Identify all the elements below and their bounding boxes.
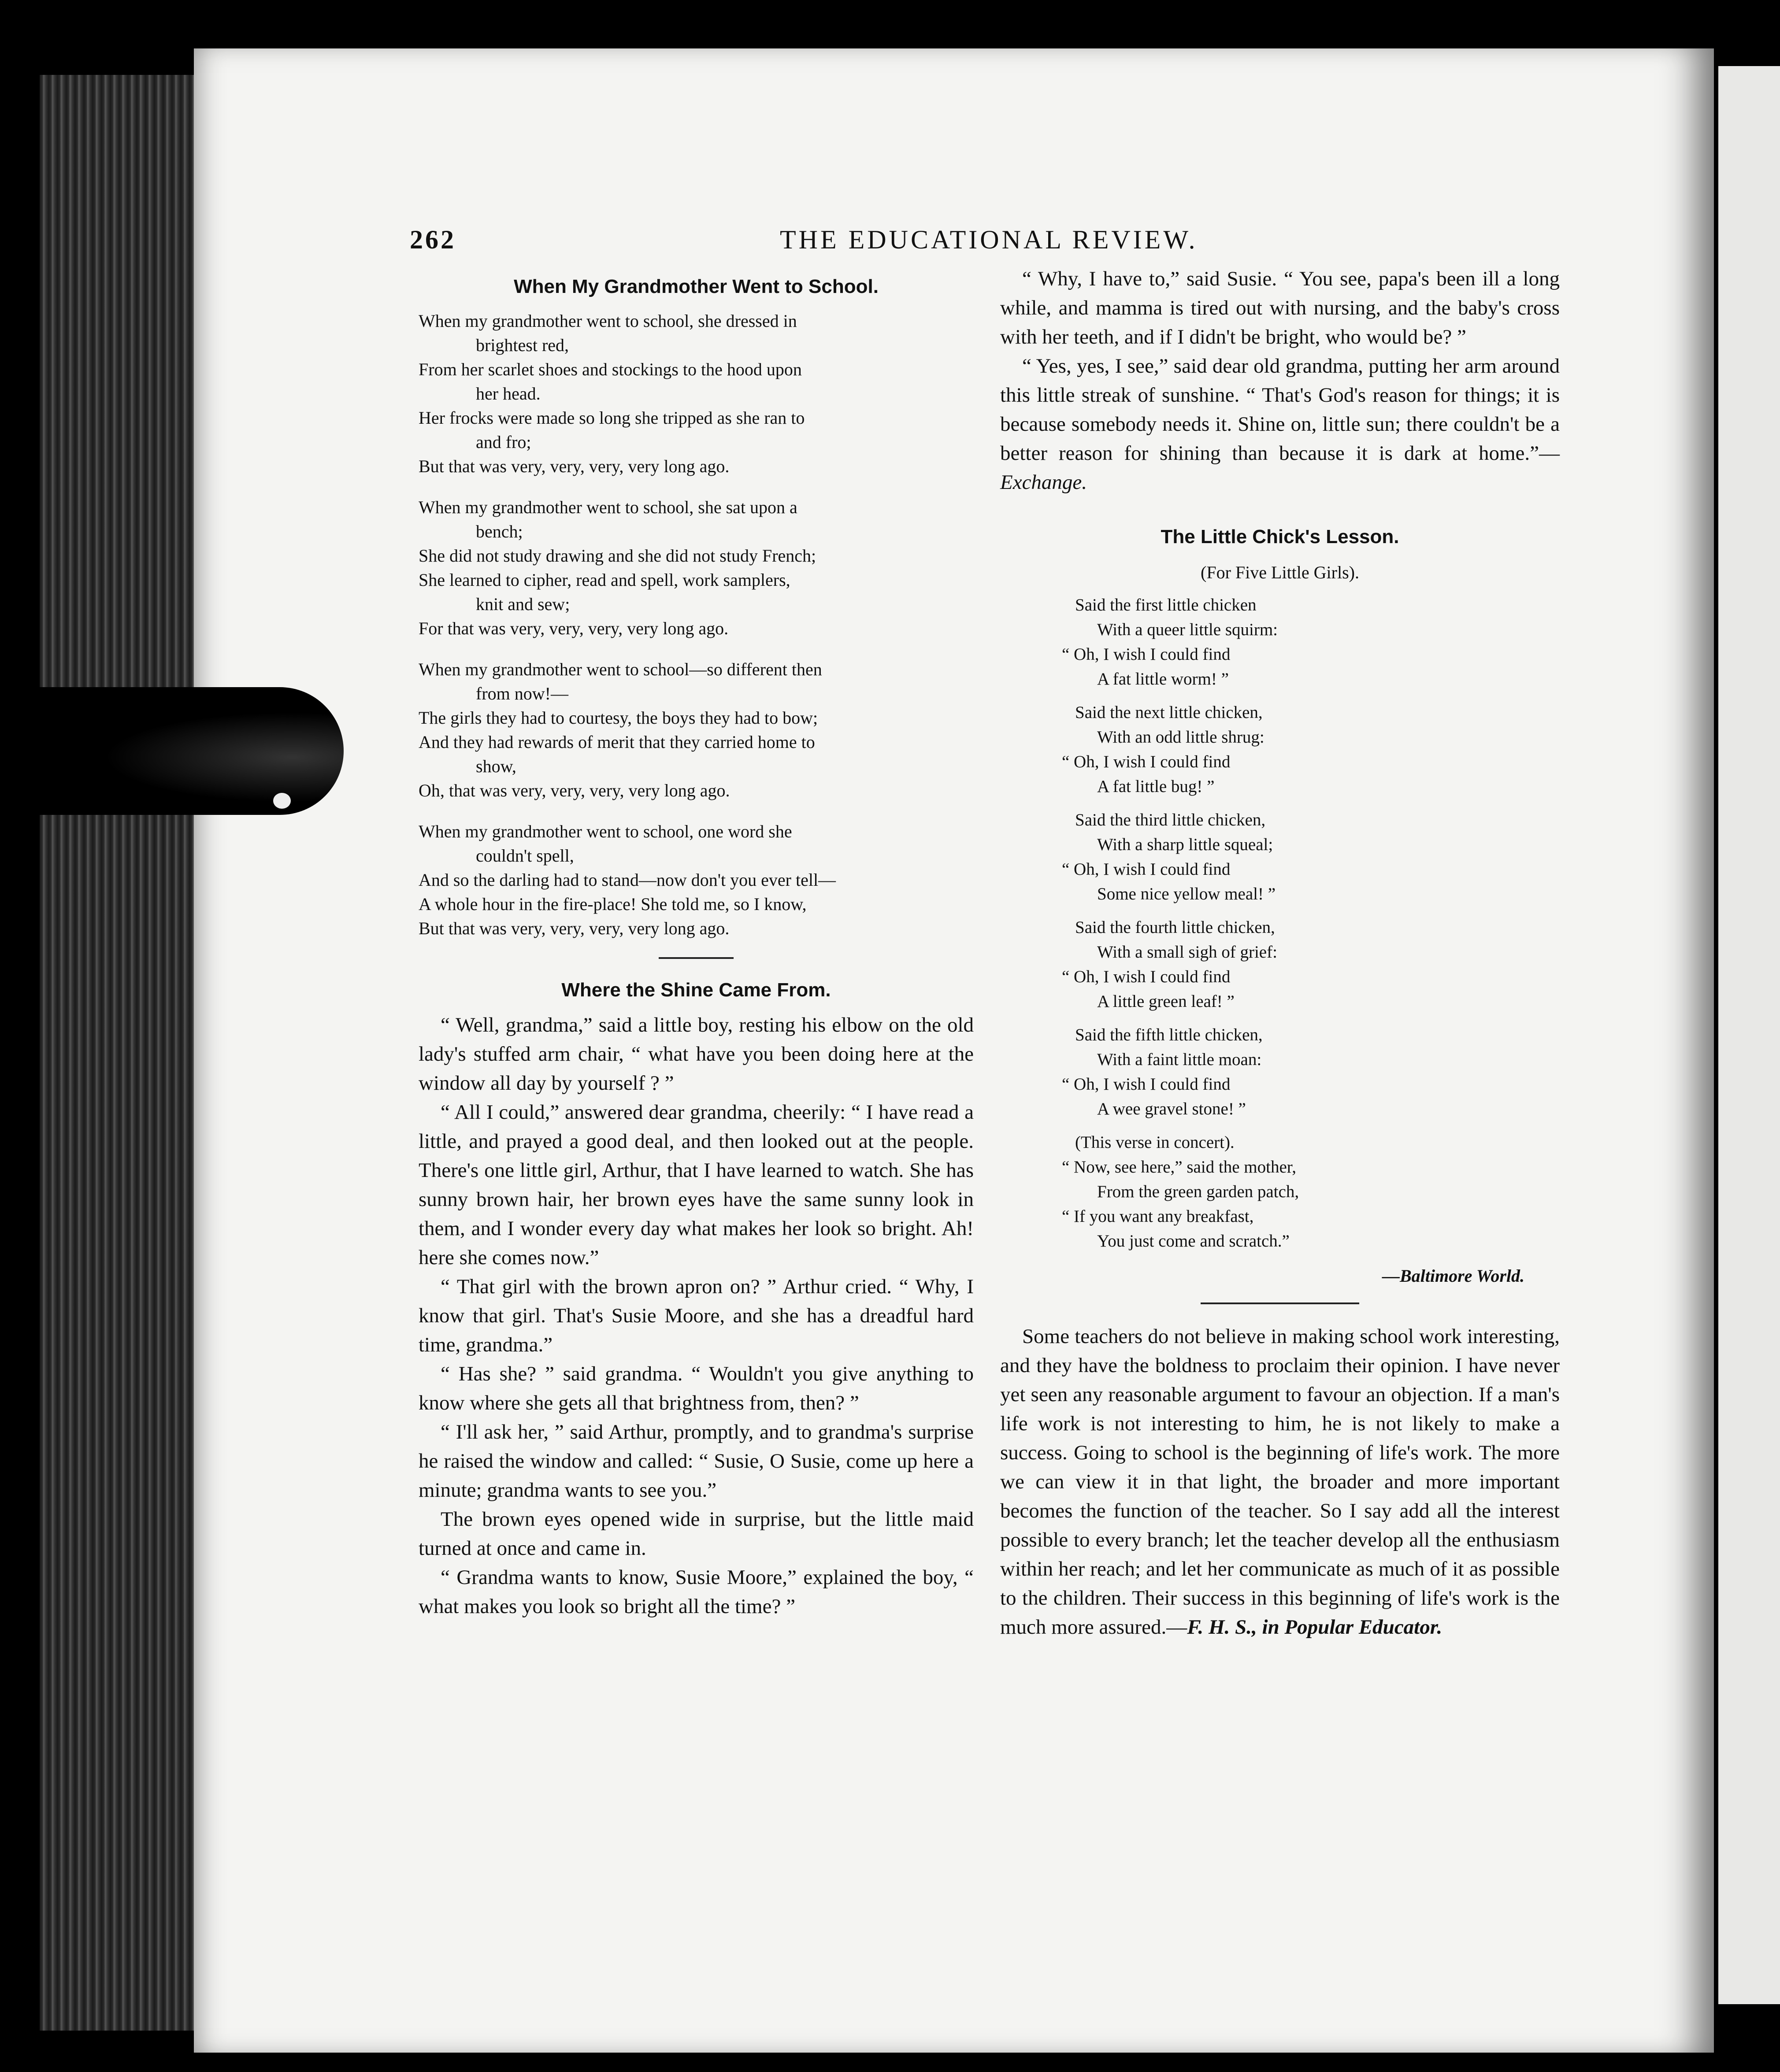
poem-line: When my grandmother went to school—so different then xyxy=(419,659,822,679)
section-divider xyxy=(659,957,734,959)
chick-line: With a faint little moan: xyxy=(1097,1050,1262,1069)
story-paragraph: “ That girl with the brown apron on? ” Arthur cried. “ Why, I know that girl. That's Susie Moore, and she has a dreadful hard time, grandma.” xyxy=(419,1275,974,1356)
poem-line: knit and sew; xyxy=(476,594,570,614)
chick-line: Some nice yellow meal! ” xyxy=(1097,884,1276,903)
chick-stanza xyxy=(1000,700,1560,799)
story-paragraph: The brown eyes opened wide in surprise, but the little maid turned at once and came in. xyxy=(419,1508,974,1560)
right-column xyxy=(1000,264,1560,1642)
chick-line: A wee gravel stone! ” xyxy=(1097,1099,1246,1118)
left-column xyxy=(419,273,974,1621)
thumb-glint xyxy=(273,793,291,809)
poem-stanza xyxy=(419,309,974,478)
poem-line: show, xyxy=(476,756,516,776)
chick-stanza xyxy=(1000,915,1560,1014)
chick-line: “ Oh, I wish I could find xyxy=(1062,967,1231,986)
chick-line: “ If you want any breakfast, xyxy=(1062,1207,1254,1226)
chick-stanza xyxy=(1000,808,1560,906)
chick-line: Said the next little chicken, xyxy=(1075,703,1263,722)
poem-line: When my grandmother went to school, one word she xyxy=(419,821,792,841)
poem-line: From her scarlet shoes and stockings to the hood upon xyxy=(419,359,802,379)
poem-line: She learned to cipher, read and spell, work samplers, xyxy=(419,570,790,590)
chick-stanza xyxy=(1000,1023,1560,1121)
poem-line: from now!— xyxy=(476,684,568,703)
poem-title: When My Grandmother Went to School. xyxy=(514,276,879,297)
page-header xyxy=(410,225,1546,260)
chick-line: A little green leaf! ” xyxy=(1097,992,1235,1011)
facing-page-edge xyxy=(1718,66,1780,2004)
essay-text: Some teachers do not believe in making school work interesting, and they have the boldness to proclaim their opinion. I have never yet seen any reasonable argument to favour an objection. If a man's life work is not interesting to him, he is not likely to make a success. Going to school is the beginning of life's work. The more we can view it in that light, the broader and more important becomes the function of the teacher. So I say add all the interest possible to every branch; let the teacher develop all the enthusiasm within her reach; and let her communicate as much of it as possible to the children. Their success in this beginning of life's work is the much more assured.— xyxy=(1000,1325,1560,1639)
poem-line: bench; xyxy=(476,522,523,541)
poem-line: But that was very, very, very, very long ago. xyxy=(419,918,730,938)
chick-line: “ Now, see here,” said the mother, xyxy=(1062,1158,1296,1177)
chick-line: A fat little worm! ” xyxy=(1097,670,1229,688)
chick-line: Said the fifth little chicken, xyxy=(1075,1025,1263,1044)
chick-line: Said the third little chicken, xyxy=(1075,810,1266,829)
section-divider xyxy=(1201,1302,1359,1304)
chick-line: “ Oh, I wish I could find xyxy=(1062,860,1231,879)
story-title: Where the Shine Came From. xyxy=(561,979,831,1001)
chick-line: With a sharp little squeal; xyxy=(1097,835,1273,854)
chick-line: “ Oh, I wish I could find xyxy=(1062,1075,1231,1094)
story-source: Exchange. xyxy=(1000,471,1087,494)
poem-line: Her frocks were made so long she tripped as she ran to xyxy=(419,408,805,428)
chick-line: With a queer little squirm: xyxy=(1097,620,1278,639)
story-paragraph: “ Well, grandma,” said a little boy, resting his elbow on the old lady's stuffed arm chair, “ what have you been doing here at the window all day by yourself ? ” xyxy=(419,1014,974,1095)
poem-line: And so the darling had to stand—now don't you ever tell— xyxy=(419,870,836,890)
poem-line: She did not study drawing and she did not study French; xyxy=(419,546,816,566)
page-number: 262 xyxy=(410,225,456,254)
poem-line: For that was very, very, very, very long ago. xyxy=(419,618,729,638)
story-paragraph: “ Why, I have to,” said Susie. “ You see, papa's been ill a long while, and mamma is tired out with nursing, and the baby's cross with her teeth, and if I didn't be bright, who would be? ” xyxy=(1000,267,1560,348)
poem-line: her head. xyxy=(476,384,541,403)
story-last-text: “ Yes, yes, I see,” said dear old grandma, putting her arm around this little streak of sunshine. “ That's God's reason for things; it is because somebody needs it. Shine on, little sun; there couldn't be a better reason for shining than because it is dark at home.”— xyxy=(1000,355,1560,465)
chick-source: —Baltimore World. xyxy=(1382,1266,1524,1286)
chick-subtitle: (For Five Little Girls). xyxy=(1201,562,1359,582)
chick-stanza xyxy=(1000,593,1560,692)
chick-line: Said the fourth little chicken, xyxy=(1075,918,1275,937)
chick-stanza xyxy=(1000,1130,1560,1254)
poem-line: A whole hour in the fire-place! She told me, so I know, xyxy=(419,894,807,914)
chick-line: A fat little bug! ” xyxy=(1097,777,1215,796)
chick-line: From the green garden patch, xyxy=(1097,1182,1299,1201)
chick-line: Said the first little chicken xyxy=(1075,596,1257,614)
poem-line: When my grandmother went to school, she dressed in xyxy=(419,311,797,331)
poem-line: The girls they had to courtesy, the boys they had to bow; xyxy=(419,708,818,728)
poem-stanza xyxy=(419,819,974,940)
poem-line: and fro; xyxy=(476,432,531,452)
chick-line: “ Oh, I wish I could find xyxy=(1062,645,1231,664)
chick-line: With an odd little shrug: xyxy=(1097,728,1265,747)
story-paragraph: “ Grandma wants to know, Susie Moore,” explained the boy, “ what makes you look so bright all the time? ” xyxy=(419,1566,974,1618)
story-paragraph-final xyxy=(1000,352,1560,497)
running-title: THE EDUCATIONAL REVIEW. xyxy=(780,225,1198,254)
chick-line: With a small sigh of grief: xyxy=(1097,943,1277,962)
chick-title: The Little Chick's Lesson. xyxy=(1161,526,1399,548)
poem-line: brightest red, xyxy=(476,335,569,355)
poem-line: Oh, that was very, very, very, very long ago. xyxy=(419,781,730,800)
story-paragraph: “ I'll ask her, ” said Arthur, promptly, and to grandma's surprise he raised the window and called: “ Susie, O Susie, come up here a minute; grandma wants to see you.” xyxy=(419,1421,974,1502)
story-paragraph: “ Has she? ” said grandma. “ Wouldn't you give anything to know where she gets all that brightness from, then? ” xyxy=(419,1362,974,1414)
story-paragraph: “ All I could,” answered dear grandma, cheerily: “ I have read a little, and prayed a good deal, and then looked out at the people. There's one little girl, Arthur, that I have learned to watch. She has sunny brown hair, her brown eyes have the same sunny look in them, and I wonder every day what makes her look so bright. Ah! here she comes now.” xyxy=(419,1101,974,1269)
chick-line: (This verse in concert). xyxy=(1075,1133,1235,1152)
poem-stanza xyxy=(419,495,974,640)
chick-line: You just come and scratch.” xyxy=(1097,1232,1290,1251)
essay-paragraph xyxy=(1000,1322,1560,1642)
thumb-shadow xyxy=(0,687,344,815)
poem-stanza xyxy=(419,657,974,803)
poem-line: couldn't spell, xyxy=(476,846,574,866)
essay-signature: F. H. S., in Popular Educator. xyxy=(1187,1616,1443,1639)
poem-line: When my grandmother went to school, she sat upon a xyxy=(419,497,797,517)
poem-line: And they had rewards of merit that they carried home to xyxy=(419,732,815,752)
poem-line: But that was very, very, very, very long ago. xyxy=(419,456,730,476)
chick-line: “ Oh, I wish I could find xyxy=(1062,752,1231,771)
book-page-edges xyxy=(40,75,207,2031)
